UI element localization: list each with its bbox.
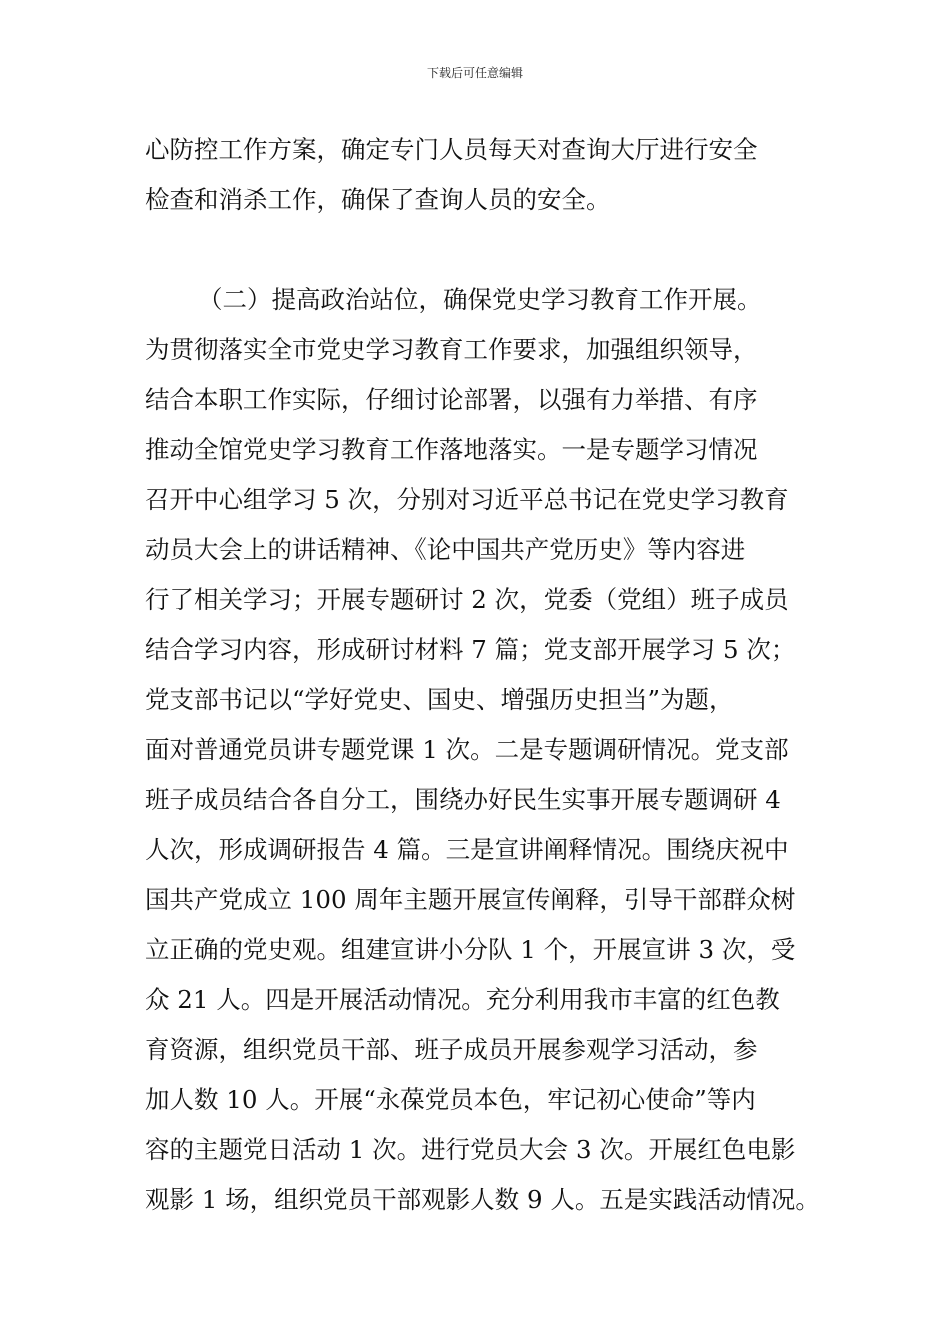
text-line: 召开中心组学习 5 次，分别对习近平总书记在党史学习教育	[145, 485, 789, 514]
text-line: 加人数 10 人。开展“永葆党员本色，牢记初心使命”等内	[145, 1085, 756, 1114]
text-line: 党支部书记以“学好党史、国史、增强历史担当”为题，	[145, 685, 734, 714]
text-line: 立正确的党史观。组建宣讲小分队 1 个，开展宣讲 3 次，受	[145, 935, 796, 964]
page-header: 下载后可任意编辑	[426, 66, 523, 80]
text-line: 心防控工作方案，确定专门人员每天对查询大厅进行安全	[145, 135, 758, 164]
text-line: 国共产党成立 100 周年主题开展宣传阐释，引导干部群众树	[145, 885, 796, 914]
text-line: 动员大会上的讲话精神、《论中国共产党历史》等内容进	[145, 535, 746, 564]
text-line: 推动全馆党史学习教育工作落地落实。一是专题学习情况	[145, 435, 758, 464]
text-line: 观影 1 场，组织党员干部观影人数 9 人。五是实践活动情况。	[145, 1185, 820, 1214]
text-line: 众 21 人。四是开展活动情况。充分利用我市丰富的红色教	[145, 985, 780, 1014]
text-line: 育资源，组织党员干部、班子成员开展参观学习活动，参	[145, 1035, 758, 1064]
text-line: 为贯彻落实全市党史学习教育工作要求，加强组织领导，	[145, 335, 758, 364]
text-line: 面对普通党员讲专题党课 1 次。二是专题调研情况。党支部	[145, 735, 789, 764]
section-heading: （二）提高政治站位，确保党史学习教育工作开展。	[198, 285, 762, 314]
text-line: 容的主题党日活动 1 次。进行党员大会 3 次。开展红色电影	[145, 1135, 796, 1164]
text-line: 结合学习内容，形成研讨材料 7 篇；党支部开展学习 5 次；	[145, 635, 796, 664]
text-line: 检查和消杀工作，确保了查询人员的安全。	[145, 185, 611, 214]
text-line: 班子成员结合各自分工，围绕办好民生实事开展专题调研 4	[145, 785, 781, 814]
text-line: 结合本职工作实际，仔细讨论部署，以强有力举措、有序	[145, 385, 758, 414]
text-line: 人次，形成调研报告 4 篇。三是宣讲阐释情况。围绕庆祝中	[145, 835, 789, 864]
text-line: 行了相关学习；开展专题研讨 2 次，党委（党组）班子成员	[145, 585, 789, 614]
